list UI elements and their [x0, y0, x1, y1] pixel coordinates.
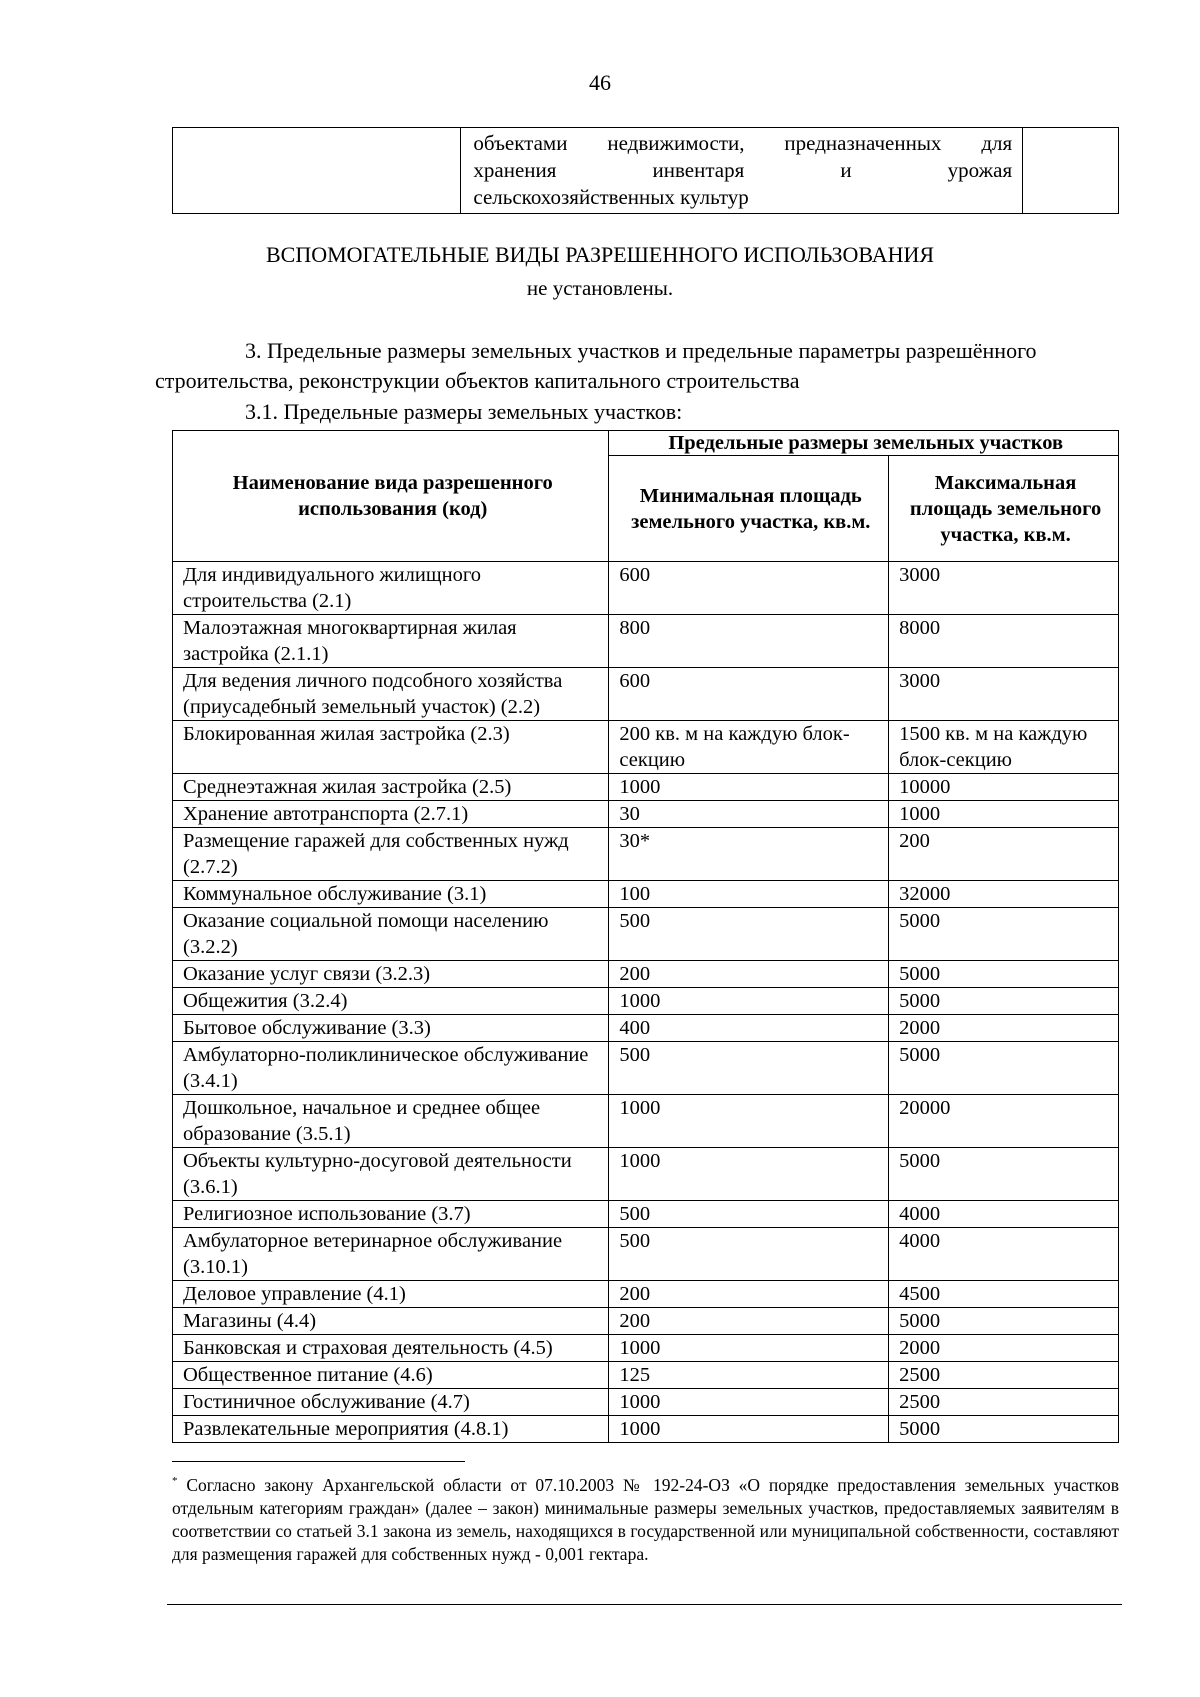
cell-max: 4500	[889, 1281, 1119, 1308]
table-row	[173, 1281, 1119, 1308]
paragraph-3-1: 3.1. Предельные размеры земельных участков:	[245, 399, 683, 424]
cell-min: 1000	[609, 1095, 889, 1148]
cell-name: Оказание социальной помощи населению (3.2.2)	[173, 908, 609, 961]
cell-name: Коммунальное обслуживание (3.1)	[173, 881, 609, 908]
cell-name: Хранение автотранспорта (2.7.1)	[173, 801, 609, 828]
cell-min: 30	[609, 801, 889, 828]
cell-name: Оказание услуг связи (3.2.3)	[173, 961, 609, 988]
header-max: Максимальная площадь земельного участка, кв.м.	[889, 456, 1119, 562]
table-row	[173, 908, 1119, 961]
table-row	[173, 128, 1119, 214]
table-row	[173, 1201, 1119, 1228]
cell-max: 2500	[889, 1362, 1119, 1389]
cell-min: 1000	[609, 1389, 889, 1416]
cell-max: 5000	[889, 961, 1119, 988]
cell-max: 1000	[889, 801, 1119, 828]
continued-table	[172, 127, 1119, 214]
section-heading: ВСПОМОГАТЕЛЬНЫЕ ВИДЫ РАЗРЕШЕННОГО ИСПОЛЬЗОВАНИЯ	[265, 242, 935, 267]
table-row	[173, 881, 1119, 908]
cell-max: 32000	[889, 881, 1119, 908]
cell-min: 1000	[609, 1148, 889, 1201]
header-group: Предельные размеры земельных участков	[609, 431, 1119, 456]
cell-name: Для ведения личного подсобного хозяйства (приусадебный земельный участок) (2.2)	[173, 668, 609, 721]
cell-max: 5000	[889, 1148, 1119, 1201]
table-row	[173, 1042, 1119, 1095]
table-row	[173, 562, 1119, 615]
cell-max: 10000	[889, 774, 1119, 801]
cell-min: 30*	[609, 828, 889, 881]
table-row	[173, 961, 1119, 988]
cell-max: 1500 кв. м на каждую блок-секцию	[889, 721, 1119, 774]
page-number: 46	[589, 70, 611, 95]
cell-name: Общежития (3.2.4)	[173, 988, 609, 1015]
table-row	[173, 668, 1119, 721]
cell-max: 2000	[889, 1015, 1119, 1042]
cell-min: 125	[609, 1362, 889, 1389]
footnote-divider	[172, 1461, 465, 1462]
table-row	[173, 774, 1119, 801]
cell-min: 500	[609, 1042, 889, 1095]
cell-name: Дошкольное, начальное и среднее общее образование (3.5.1)	[173, 1095, 609, 1148]
bottom-divider	[167, 1604, 1122, 1605]
cell-min: 1000	[609, 1416, 889, 1443]
cell-min: 600	[609, 668, 889, 721]
empty-cell	[1023, 128, 1119, 214]
cell-name: Деловое управление (4.1)	[173, 1281, 609, 1308]
table-row	[173, 1362, 1119, 1389]
text-line: объектами недвижимости, предназначенных для	[473, 131, 1013, 155]
paragraph-3	[155, 336, 1120, 396]
text-line: хранения инвентаря и урожая	[473, 158, 1013, 182]
paragraph-3-text: 3. Предельные размеры земельных участков и предельные параметры разрешённого строительства, реконструкции объектов капитального строительства	[155, 338, 1037, 393]
cell-max: 5000	[889, 908, 1119, 961]
cell-min: 500	[609, 1201, 889, 1228]
cell-min: 1000	[609, 1335, 889, 1362]
cell-min: 1000	[609, 988, 889, 1015]
table-row	[173, 1308, 1119, 1335]
header-min: Минимальная площадь земельного участка, кв.м.	[609, 456, 889, 562]
cell-max: 2000	[889, 1335, 1119, 1362]
cell-name: Объекты культурно-досуговой деятельности (3.6.1)	[173, 1148, 609, 1201]
empty-cell	[173, 128, 461, 214]
cell-max: 20000	[889, 1095, 1119, 1148]
table-body	[173, 562, 1119, 1443]
cell-min: 500	[609, 1228, 889, 1281]
cell-name: Для индивидуального жилищного строительства (2.1)	[173, 562, 609, 615]
table-header-row	[173, 431, 1119, 456]
table-row	[173, 1148, 1119, 1201]
cell-min: 600	[609, 562, 889, 615]
cell-max: 200	[889, 828, 1119, 881]
cell-min: 200	[609, 1281, 889, 1308]
cell-min: 800	[609, 615, 889, 668]
cell-max: 3000	[889, 562, 1119, 615]
cell-min: 500	[609, 908, 889, 961]
cell-name: Религиозное использование (3.7)	[173, 1201, 609, 1228]
cell-max: 2500	[889, 1389, 1119, 1416]
cell-max: 3000	[889, 668, 1119, 721]
cell-max: 5000	[889, 1416, 1119, 1443]
table-row	[173, 1228, 1119, 1281]
table-row	[173, 1416, 1119, 1443]
cell-name: Банковская и страховая деятельность (4.5)	[173, 1335, 609, 1362]
footnote-text: Согласно закону Архангельской области от 07.10.2003 № 192-24-ОЗ «О порядке предоставления земельных участков отдельным категориям граждан» (далее – закон) минимальные размеры земельных участков, предоставляемых заявителям в соответствии со статьей 3.1 закона из земель, находящихся в государственной или муниципальной собственности, составляют для размещения гаражей для собственных нужд - 0,001 гектара.	[172, 1474, 1119, 1564]
text-line: сельскохозяйственных культур	[473, 185, 749, 209]
cell-max: 4000	[889, 1228, 1119, 1281]
table-row	[173, 988, 1119, 1015]
table-row	[173, 1095, 1119, 1148]
table-row	[173, 721, 1119, 774]
footnote-mark: *	[172, 1475, 178, 1487]
cell-min: 200 кв. м на каждую блок-секцию	[609, 721, 889, 774]
section-subheading: не установлены.	[526, 276, 674, 300]
cell-min: 100	[609, 881, 889, 908]
table-row	[173, 1335, 1119, 1362]
table-row	[173, 615, 1119, 668]
table-row	[173, 1015, 1119, 1042]
continued-text-cell	[461, 128, 1023, 214]
cell-name: Амбулаторное ветеринарное обслуживание (3.10.1)	[173, 1228, 609, 1281]
cell-min: 200	[609, 961, 889, 988]
cell-name: Магазины (4.4)	[173, 1308, 609, 1335]
cell-name: Размещение гаражей для собственных нужд (2.7.2)	[173, 828, 609, 881]
cell-name: Амбулаторно-поликлиническое обслуживание (3.4.1)	[173, 1042, 609, 1095]
cell-name: Гостиничное обслуживание (4.7)	[173, 1389, 609, 1416]
cell-name: Общественное питание (4.6)	[173, 1362, 609, 1389]
cell-max: 8000	[889, 615, 1119, 668]
cell-min: 1000	[609, 774, 889, 801]
cell-name: Бытовое обслуживание (3.3)	[173, 1015, 609, 1042]
cell-name: Блокированная жилая застройка (2.3)	[173, 721, 609, 774]
table-row	[173, 1389, 1119, 1416]
cell-min: 400	[609, 1015, 889, 1042]
cell-max: 5000	[889, 1308, 1119, 1335]
cell-max: 4000	[889, 1201, 1119, 1228]
cell-min: 200	[609, 1308, 889, 1335]
footnote	[172, 1470, 1119, 1566]
cell-max: 5000	[889, 1042, 1119, 1095]
land-plot-size-table	[172, 430, 1119, 1443]
table-row	[173, 828, 1119, 881]
table-row	[173, 801, 1119, 828]
cell-name: Среднеэтажная жилая застройка (2.5)	[173, 774, 609, 801]
cell-name: Малоэтажная многоквартирная жилая застройка (2.1.1)	[173, 615, 609, 668]
header-name: Наименование вида разрешенного использования (код)	[173, 431, 609, 562]
cell-name: Развлекательные мероприятия (4.8.1)	[173, 1416, 609, 1443]
cell-max: 5000	[889, 988, 1119, 1015]
